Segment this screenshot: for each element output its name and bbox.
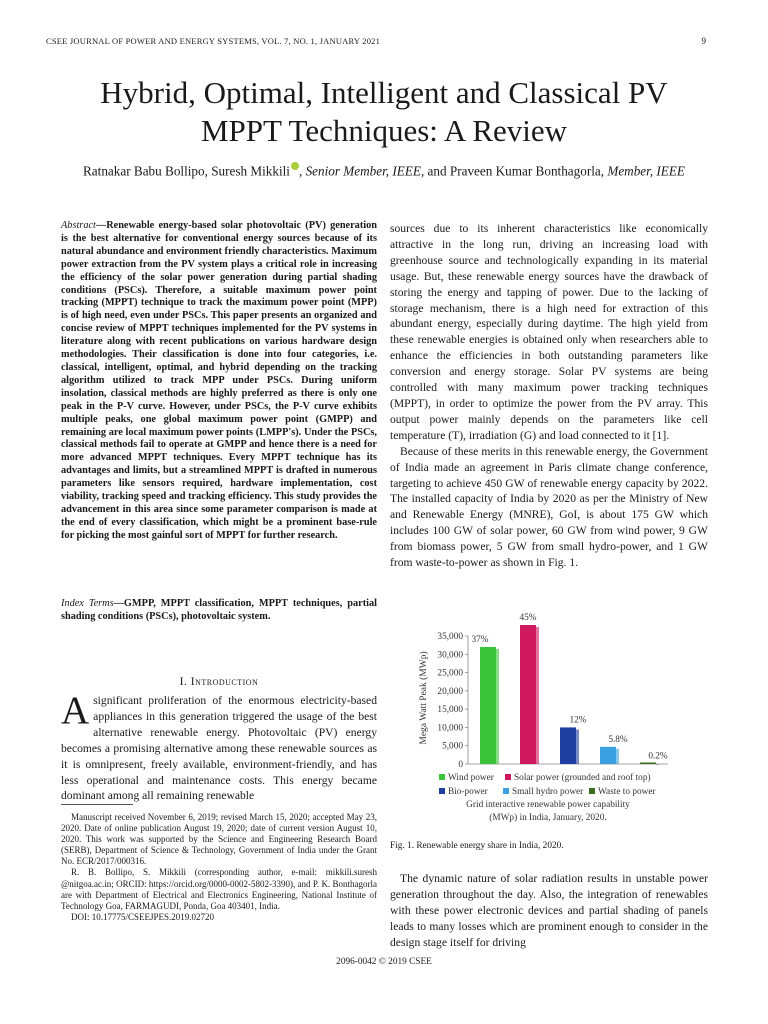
figure-caption: Fig. 1. Renewable energy share in India, 2020. [390,841,564,851]
legend-label-wind: Wind power [448,773,494,783]
y-ticks [437,632,468,770]
data-label-3: 12% [569,715,587,726]
bar-4 [600,747,616,764]
legend-swatch-waste [589,788,595,794]
title-line-1: Hybrid, Optimal, Intelligent and Classical PV [100,75,668,110]
bar-3 [560,727,576,764]
abstract [61,220,377,543]
author-role-2: Member, IEEE [607,163,685,179]
legend-swatch-bio [439,788,445,794]
section-title: Introduction [190,676,259,688]
index-terms-lead: Index Terms [61,598,114,609]
title-line-2: MPPT Techniques: A Review [200,113,568,148]
authors-part-1: Ratnakar Babu Bollipo, Suresh Mikkili [83,163,290,179]
section-heading [61,676,377,688]
author-role-1: Senior Member, IEEE [305,163,421,179]
bar-side-1 [496,649,499,764]
footnote-doi: DOI: 10.17775/CSEEJPES.2019.02720 [71,911,215,922]
page-footer: 2096-0042 © 2019 CSEE [336,957,432,967]
data-label-1: 37% [471,634,489,645]
y-tick-label: 25,000 [437,668,463,679]
bar-side-2 [536,627,539,764]
index-terms [61,598,377,624]
bars [480,625,659,765]
y-tick-label: 5,000 [442,741,463,752]
bar-side-3 [576,729,579,764]
intro-paragraph [61,689,377,804]
right-column-text-2 [390,871,708,951]
bar-side-4 [616,749,619,764]
footnote-manuscript: Manuscript received November 6, 2019; revised March 15, 2020; accepted May 23, 2020. Date of online publication August 19, 2020; date of current version August 10, 2020. This work was supported by the Science and Engineering Research Board (SERB), Department of Science & Technology, Government of India under the Grant No. ECR/2017/000316. [61,812,377,867]
chart-legend [439,772,657,797]
y-axis-label: Mega Watt Peak (MWp) [419,651,429,745]
intro-text: significant proliferation of the enormous electricity-based appliances in this generation triggered the usage of the best alternative renewable energy. Photovoltaic (PV) energy becomes a promising alternative among these renewable sources as it is omnipresent, freely available, environment-friendly, and has less operational and maintenance costs. This energy became dominant among all remaining renewable [61,694,377,803]
chart-title-line-2: (MWp) in India, January, 2020. [489,813,607,823]
paragraph-1: sources due to its inherent characteristics like economically attractive in the long run, driving an increasing load with greenhouse source and technologically expanding in its material usage. But, these renewable energy sources have the drawback of storing the energy and tapping of power. Due to the lacking of storage mechanism, there is a high need for extraction of this abundant energy, especially during daytime. The high yield from these renewable energies is obtained only when researchers able to enhance the efficiencies in both outstanding parameters like conversion and energy storage. Solar PV systems are being controlled with many maximum power tracking techniques (MPPT), in order to optimize the power from the PV array. This output power mainly depends on the parameters like cell temperature (T), irradiation (G) and load connected to it [1]. [390,222,708,442]
data-label-2: 45% [519,613,537,624]
section-number: I. [179,676,188,688]
right-column-text [390,221,708,571]
y-tick-label: 15,000 [437,705,463,716]
legend-swatch-solar [505,774,511,780]
footnote-divider [61,804,133,805]
bar-1 [480,647,496,764]
y-tick-label: 30,000 [437,650,463,661]
journal-header: CSEE JOURNAL OF POWER AND ENERGY SYSTEMS, VOL. 7, NO. 1, JANUARY 2021 [46,36,381,46]
legend-label-waste: Waste to power [598,787,656,797]
dropcap: A [61,689,90,732]
y-tick-label: 20,000 [437,686,463,697]
authors-part-2: , [298,163,306,179]
legend-label-solar: Solar power (grounded and roof top) [514,773,651,783]
data-label-4: 5.8% [608,734,628,745]
y-tick-label: 10,000 [437,723,463,734]
chart-title-line-1: Grid interactive renewable power capability [466,800,630,810]
legend-swatch-hydro [503,788,509,794]
legend-swatch-wind [439,774,445,780]
bar-2 [520,625,536,764]
index-terms-text: —GMPP, MPPT classification, MPPT techniques, partial shading conditions (PSCs), photovoltaic system. [61,598,377,622]
footnote-affiliation: R. B. Bollipo, S. Mikkili (corresponding author, e-mail: mikkili.suresh @nitgoa.ac.in; ORCID: https://orcid.org/0000-0002-5802-3390), and P. K. Bonthagorla are with Department of Electrical and Electronics Engineering, National Institute of Technology Goa, FARMAGUDI, Ponda, Goa 403401, India. [61,867,377,911]
author-list [0,162,768,179]
y-tick-label: 0 [458,760,463,770]
bar-5 [640,763,656,765]
renewable-energy-chart [404,610,694,830]
y-tick-label: 35,000 [437,632,463,642]
abstract-lead: Abstract [61,220,96,231]
abstract-text: —Renewable energy-based solar photovoltaic (PV) generation is the best alternative for conventional energy sources because of its natural abundance and environment friendly characteristics. Maximum power extraction from the PV system plays a critical role in increasing the efficiency of the solar power generation during partial shading conditions (PSCs). Therefore, a suitable maximum power point tracking (MPPT) technique to track the maximum power point (MPP) is of high need, even under PSCs. This paper presents an organized and concise review of MPPT techniques implemented for the PV systems in literature along with recent publications on various hardware design methodologies. Their classification is done into four categories, i.e. classical, intelligent, optimal, and hybrid depending on the tracking algorithm utilized to track MPP under PSCs. During uniform insolation, classical methods are highly preferred as there is only one peak in the P-V curve. However, under PSCs, the P-V curve exhibits multiple peaks, one global maximum power point (GMPP) and remaining are local maximum power points (LMPP's). Under the PSCs, classical methods fail to operate at GMPP and hence there is a need for more advanced MPPT techniques. Every MPPT technique has its advantages and limits, but a streamlined MPPT is drafted in numerous parameters like sensors required, hardware implementation, cost viability, tracking speed and tracking efficiency. This study provides the advancement in this area since some parameter comparison is made at the end of every classification, which might be a prominent base-rule for picking the most gainful sort of MPPT for further research. [61,220,377,541]
authors-part-3: , and Praveen Kumar Bonthagorla, [420,163,608,179]
page-number: 9 [701,36,706,46]
legend-label-bio: Bio-power [448,787,488,797]
orcid-icon[interactable] [291,162,299,170]
paper-title [0,74,768,150]
data-label-5: 0.2% [648,751,668,762]
paragraph-2: Because of these merits in this renewable energy, the Government of India made an agreement in Paris climate change conference, targeting to achieve 450 GW of renewable energy capacity by 2022. The installed capacity of India by 2020 as per the Ministry of New and Renewable Energy (MNRE), GoI, is about 175 GW which includes 100 GW of solar power, 60 GW from wind power, 9 GW from biomass power, 5 GW from small hydro-power, and 1 GW from waste-to-power as shown in Fig. 1. [390,444,708,570]
footnotes [61,812,377,923]
legend-label-hydro: Small hydro power [512,787,584,797]
paragraph-3: The dynamic nature of solar radiation results in unstable power generation throughout the day. Also, the integration of renewables with these power electronic devices and partial shading of panels leads to many losses which are prominent enough to consider in the design stage itself for driving [390,872,708,949]
bar-side-5 [656,765,659,766]
